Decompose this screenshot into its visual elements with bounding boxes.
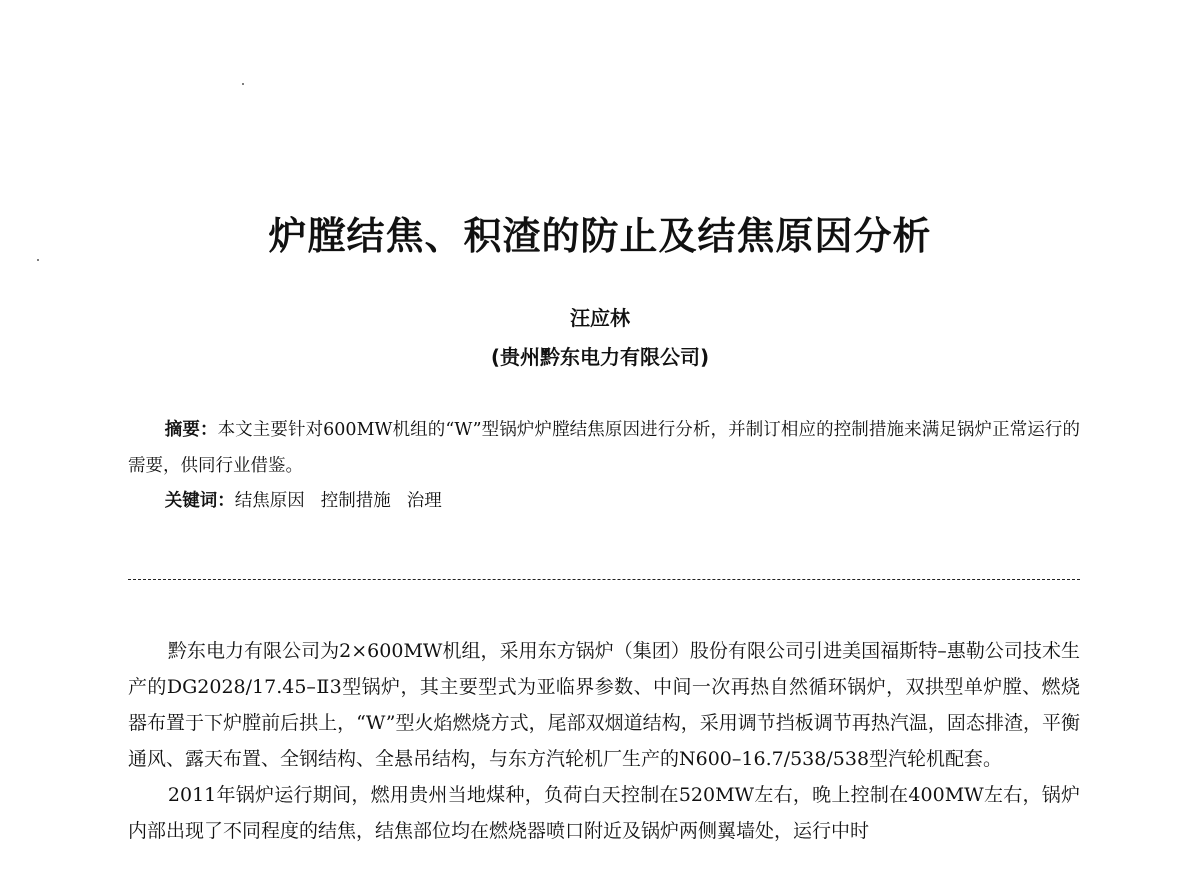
keyword: 控制措施	[320, 491, 391, 511]
abstract-text: 本文主要针对600MW机组的“W”型锅炉炉膛结焦原因进行分析，并制订相应的控制措施来满足锅炉正常运行的需要，供同行业借鉴。	[128, 420, 1081, 476]
author-affiliation: (贵州黔东电力有限公司)	[490, 345, 710, 369]
scan-speck	[242, 83, 244, 85]
keyword: 结焦原因	[234, 491, 305, 511]
keywords-label: 关键词：	[164, 491, 235, 511]
paper-title: 炉膛结焦、积渣的防止及结焦原因分析	[268, 214, 932, 258]
keyword: 治理	[406, 491, 442, 511]
section-divider	[128, 579, 1080, 580]
author-name: 汪应林	[570, 306, 630, 330]
body-paragraph: 2011年锅炉运行期间，燃用贵州当地煤种，负荷白天控制在520MW左右，晚上控制在400MW左右，锅炉内部出现了不同程度的结焦，结焦部位均在燃烧器喷口附近及锅炉两侧翼墙处，运行中时	[128, 784, 1080, 842]
keywords	[128, 485, 1080, 517]
body-text	[128, 633, 1080, 849]
body-paragraph: 黔东电力有限公司为2×600MW机组，采用东方锅炉（集团）股份有限公司引进美国福斯特–惠勒公司技术生产的DG2028/17.45–Ⅱ3型锅炉，其主要型式为亚临界参数、中间一次再热自然循环锅炉，双拱型单炉膛、燃烧器布置于下炉膛前后拱上，“W”型火焰燃烧方式，尾部双烟道结构，采用调节挡板调节再热汽温，固态排渣，平衡通风、露天布置、全钢结构、全悬吊结构，与东方汽轮机厂生产的N600–16.7/538/538型汽轮机配套。	[128, 640, 1080, 770]
abstract	[128, 412, 1080, 484]
abstract-label: 摘要：	[164, 420, 218, 440]
